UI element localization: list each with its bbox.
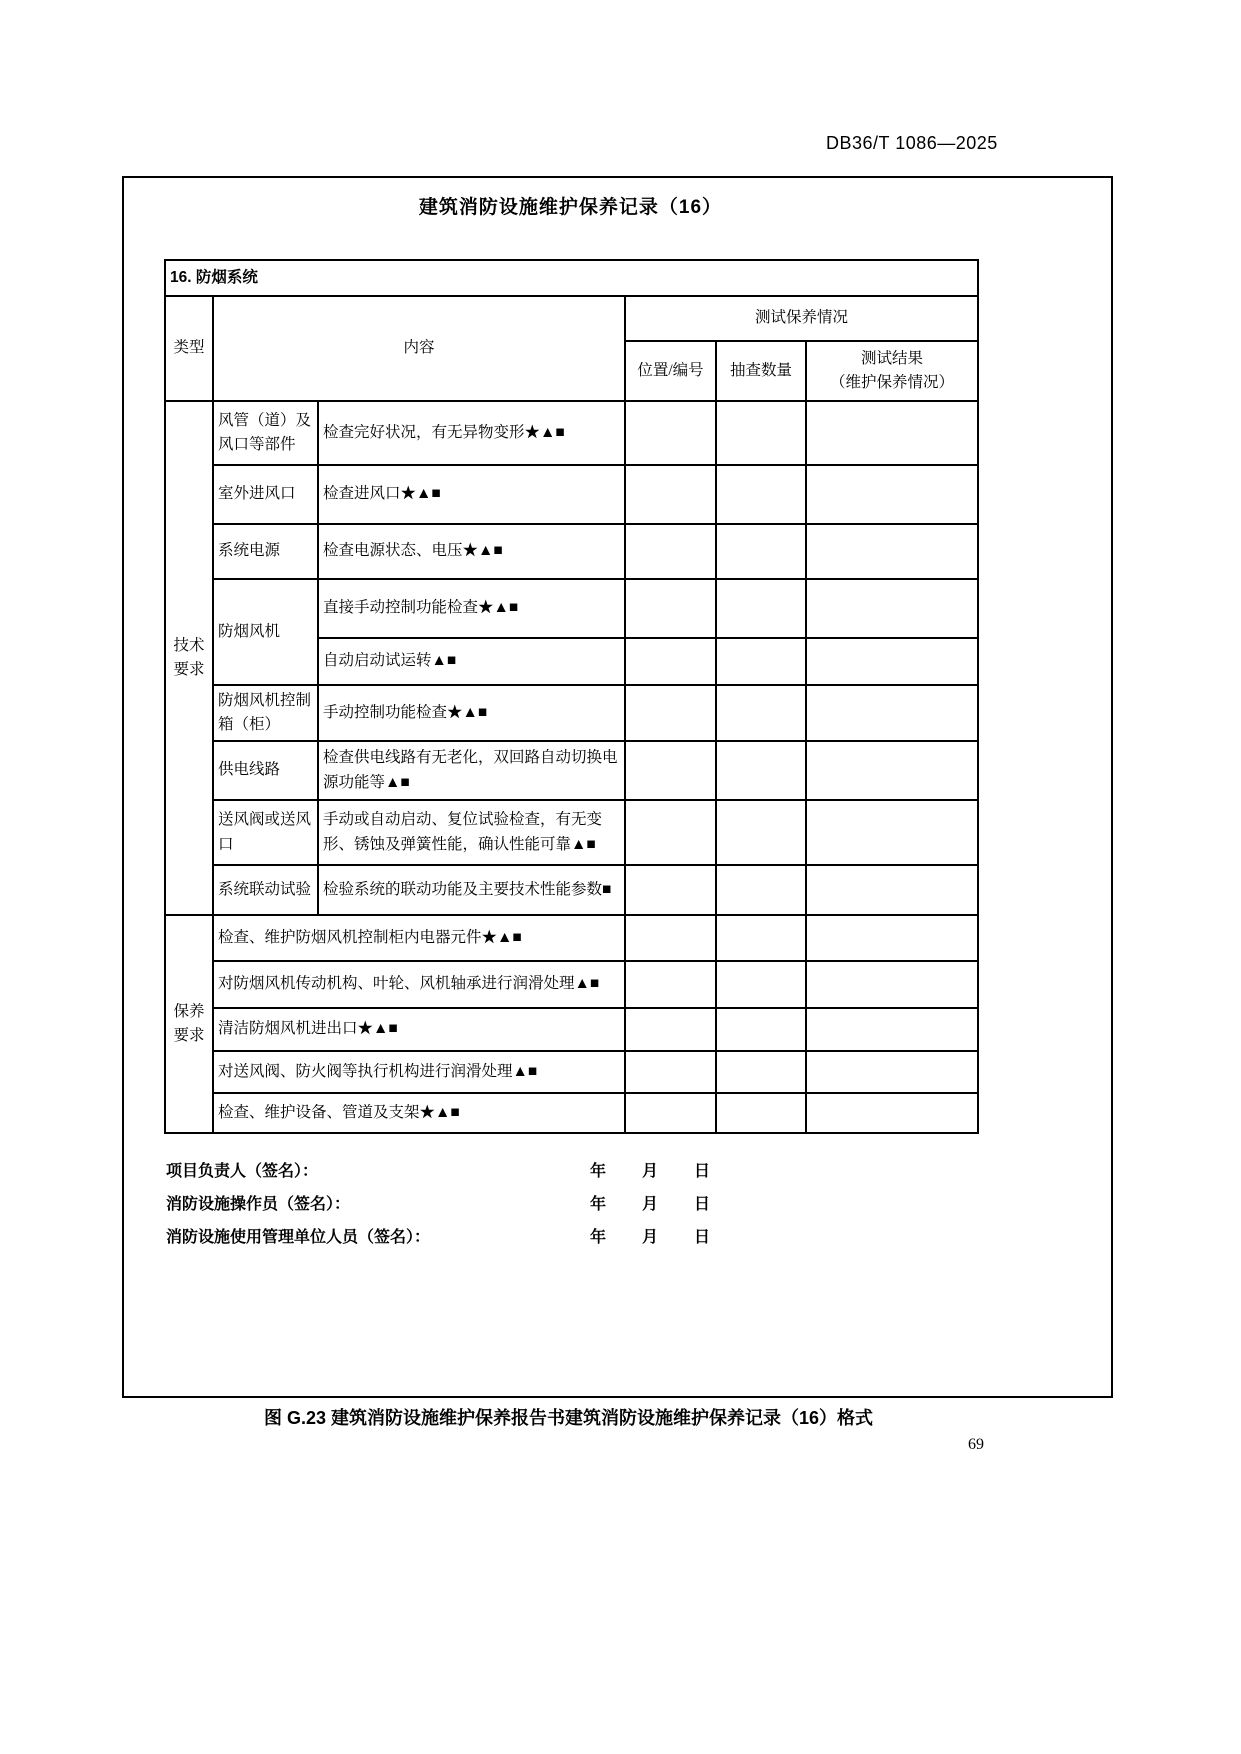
- col-header-result: [806, 341, 978, 401]
- item-name: 供电线路: [213, 741, 318, 800]
- table-row: [165, 1093, 978, 1133]
- col-header-content: 内容: [213, 296, 625, 401]
- cell-result: [806, 401, 978, 465]
- cell-sample-qty: [716, 1051, 806, 1093]
- date-year-label: 年: [590, 1229, 607, 1246]
- item-name: 防烟风机: [213, 579, 318, 685]
- col-header-sample-qty: 抽查数量: [716, 341, 806, 401]
- cell-location: [625, 865, 716, 915]
- cell-sample-qty: [716, 465, 806, 524]
- table-row: [165, 524, 978, 579]
- signature-label: 消防设施使用管理单位人员（签名）：: [166, 1229, 431, 1246]
- cell-sample-qty: [716, 579, 806, 638]
- cell-location: [625, 1051, 716, 1093]
- cell-sample-qty: [716, 401, 806, 465]
- col-header-result-line2: （维护保养情况）: [830, 374, 955, 391]
- cell-location: [625, 465, 716, 524]
- cell-result: [806, 800, 978, 865]
- item-name: 送风阀或送风口: [213, 800, 318, 865]
- signature-block: [164, 1154, 977, 1253]
- table-row: [165, 1008, 978, 1051]
- date-day-label: 日: [694, 1196, 711, 1213]
- cell-sample-qty: [716, 638, 806, 685]
- item-desc: 手动或自动启动、复位试验检查，有无变形、锈蚀及弹簧性能，确认性能可靠▲■: [318, 800, 625, 865]
- cell-result: [806, 915, 978, 961]
- item-desc: 检验系统的联动功能及主要技术性能参数■: [318, 865, 625, 915]
- item-name: 系统电源: [213, 524, 318, 579]
- form-title: 建筑消防设施维护保养记录（16）: [418, 197, 723, 218]
- item-name: 室外进风口: [213, 465, 318, 524]
- signature-row-project-leader: [164, 1154, 977, 1187]
- cell-result: [806, 961, 978, 1008]
- item-name: 防烟风机控制箱（柜）: [213, 685, 318, 741]
- cell-location: [625, 961, 716, 1008]
- table-row: [165, 961, 978, 1008]
- cell-location: [625, 1093, 716, 1133]
- cell-sample-qty: [716, 915, 806, 961]
- cell-sample-qty: [716, 800, 806, 865]
- col-header-type: 类型: [165, 296, 213, 401]
- col-header-location: 位置/编号: [625, 341, 716, 401]
- item-desc: 自动启动试运转▲■: [318, 638, 625, 685]
- table-row: [165, 465, 978, 524]
- cell-result: [806, 579, 978, 638]
- signature-label: 消防设施操作员（签名）：: [166, 1196, 351, 1213]
- maint-desc: 对防烟风机传动机构、叶轮、风机轴承进行润滑处理▲■: [213, 961, 625, 1008]
- signature-row-management-unit: [164, 1220, 977, 1253]
- section-title: 16. 防烟系统: [165, 260, 978, 296]
- cell-location: [625, 915, 716, 961]
- item-desc: 检查电源状态、电压★▲■: [318, 524, 625, 579]
- row-group-maint-label: 保养要求: [165, 915, 213, 1133]
- cell-sample-qty: [716, 1093, 806, 1133]
- table-row: [165, 741, 978, 800]
- date-month-label: 月: [642, 1163, 659, 1180]
- maintenance-record-table: [164, 259, 979, 1134]
- cell-sample-qty: [716, 961, 806, 1008]
- cell-sample-qty: [716, 524, 806, 579]
- cell-location: [625, 524, 716, 579]
- table-row: [165, 1051, 978, 1093]
- cell-location: [625, 579, 716, 638]
- item-name: 风管（道）及风口等部件: [213, 401, 318, 465]
- table-row: [165, 800, 978, 865]
- cell-location: [625, 685, 716, 741]
- cell-result: [806, 638, 978, 685]
- figure-caption: 图 G.23 建筑消防设施维护保养报告书建筑消防设施维护保养记录（16）格式: [263, 1408, 874, 1428]
- col-header-test-group: 测试保养情况: [625, 296, 978, 341]
- cell-result: [806, 741, 978, 800]
- maint-desc: 检查、维护设备、管道及支架★▲■: [213, 1093, 625, 1133]
- form-border: [122, 176, 1113, 1398]
- cell-sample-qty: [716, 685, 806, 741]
- cell-sample-qty: [716, 865, 806, 915]
- cell-location: [625, 800, 716, 865]
- form-content: [164, 192, 977, 1253]
- cell-result: [806, 524, 978, 579]
- table-row: [165, 579, 978, 638]
- item-desc: 检查完好状况，有无异物变形★▲■: [318, 401, 625, 465]
- item-desc: 检查进风口★▲■: [318, 465, 625, 524]
- signature-label: 项目负责人（签名）：: [166, 1163, 319, 1180]
- standard-code: DB36/T 1086—2025: [826, 133, 998, 153]
- page-number: 69: [968, 1436, 984, 1453]
- table-row: [165, 915, 978, 961]
- maint-desc: 检查、维护防烟风机控制柜内电器元件★▲■: [213, 915, 625, 961]
- date-month-label: 月: [642, 1196, 659, 1213]
- cell-location: [625, 401, 716, 465]
- table-row: [165, 865, 978, 915]
- cell-sample-qty: [716, 1008, 806, 1051]
- col-header-result-line1: 测试结果: [861, 349, 924, 367]
- date-month-label: 月: [642, 1229, 659, 1246]
- cell-location: [625, 638, 716, 685]
- item-desc: 手动控制功能检查★▲■: [318, 685, 625, 741]
- cell-result: [806, 1093, 978, 1133]
- signature-row-operator: [164, 1187, 977, 1220]
- date-year-label: 年: [590, 1196, 607, 1213]
- table-row: [165, 401, 978, 465]
- cell-location: [625, 741, 716, 800]
- cell-result: [806, 1008, 978, 1051]
- cell-sample-qty: [716, 741, 806, 800]
- row-group-tech-label: 技术要求: [165, 401, 213, 915]
- date-day-label: 日: [694, 1163, 711, 1180]
- cell-result: [806, 465, 978, 524]
- item-desc: 检查供电线路有无老化，双回路自动切换电源功能等▲■: [318, 741, 625, 800]
- item-desc: 直接手动控制功能检查★▲■: [318, 579, 625, 638]
- table-row: [165, 685, 978, 741]
- date-day-label: 日: [694, 1229, 711, 1246]
- maint-desc: 清洁防烟风机进出口★▲■: [213, 1008, 625, 1051]
- cell-location: [625, 1008, 716, 1051]
- date-year-label: 年: [590, 1163, 607, 1180]
- cell-result: [806, 1051, 978, 1093]
- item-name: 系统联动试验: [213, 865, 318, 915]
- cell-result: [806, 865, 978, 915]
- cell-result: [806, 685, 978, 741]
- maint-desc: 对送风阀、防火阀等执行机构进行润滑处理▲■: [213, 1051, 625, 1093]
